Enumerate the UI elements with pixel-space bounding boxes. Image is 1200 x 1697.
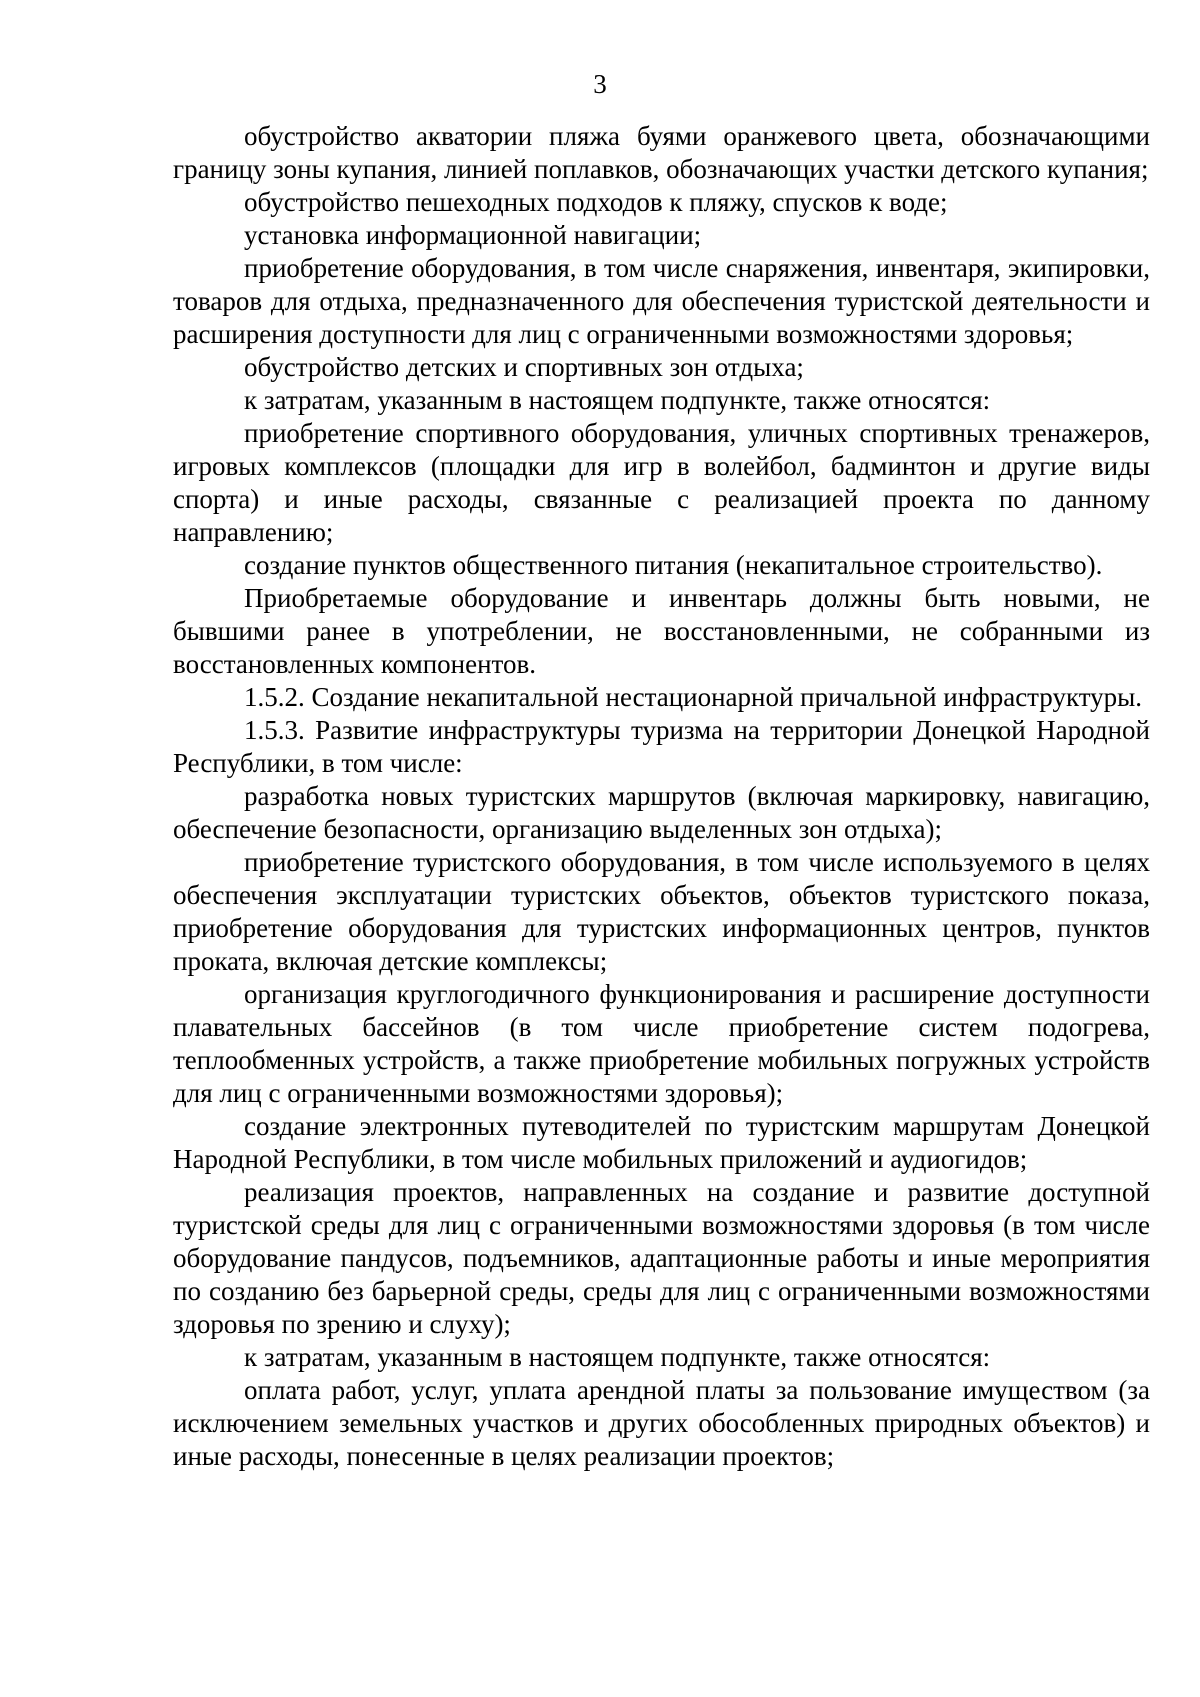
- paragraph: реализация проектов, направленных на создание и развитие доступной туристской среды для лиц с ограниченными возможностями здоровья (в том числе оборудование пандусов, подъемников, адаптационные работы и иные мероприятия по созданию без барьерной среды, среды для лиц с ограниченными возможностями здоровья по зрению и слуху);: [173, 1177, 1150, 1339]
- paragraph: к затратам, указанным в настоящем подпункте, также относятся:: [244, 385, 991, 415]
- paragraph: обустройство детских и спортивных зон отдыха;: [244, 352, 804, 382]
- section-1-5-2: 1.5.2. Создание некапитальной нестационарной причальной инфраструктуры.: [244, 682, 1143, 712]
- paragraph: организация круглогодичного функционирования и расширение доступности плавательных бассейнов (в том числе приобретение систем подогрева, теплообменных устройств, а также приобретение мобильных погружных устройств для лиц с ограниченными возможностями здоровья);: [173, 979, 1150, 1108]
- paragraph: обустройство пешеходных подходов к пляжу, спусков к воде;: [244, 187, 948, 217]
- paragraph: создание электронных путеводителей по туристским маршрутам Донецкой Народной Республики, в том числе мобильных приложений и аудиогидов;: [173, 1111, 1150, 1174]
- paragraph: Приобретаемые оборудование и инвентарь должны быть новыми, не бывшими ранее в употреблении, не восстановленными, не собранными из восстановленных компонентов.: [173, 583, 1150, 679]
- paragraph: приобретение спортивного оборудования, уличных спортивных тренажеров, игровых комплексов (площадки для игр в волейбол, бадминтон и другие виды спорта) и иные расходы, связанные с реализацией проекта по данному направлению;: [173, 418, 1150, 547]
- page-number: 3: [593, 69, 607, 99]
- section-1-5-3: 1.5.3. Развитие инфраструктуры туризма на территории Донецкой Народной Республики, в том числе:: [173, 715, 1150, 778]
- paragraph: приобретение туристского оборудования, в том числе используемого в целях обеспечения эксплуатации туристских объектов, объектов туристского показа, приобретение оборудования для туристских информационных центров, пунктов проката, включая детские комплексы;: [173, 847, 1150, 976]
- paragraph: обустройство акватории пляжа буями оранжевого цвета, обозначающими границу зоны купания, линией поплавков, обозначающих участки детского купания;: [173, 121, 1150, 184]
- paragraph: к затратам, указанным в настоящем подпункте, также относятся:: [244, 1342, 991, 1372]
- paragraph: разработка новых туристских маршрутов (включая маркировку, навигацию, обеспечение безопасности, организацию выделенных зон отдыха);: [173, 781, 1150, 844]
- document-body: [173, 120, 1150, 1473]
- paragraph: оплата работ, услуг, уплата арендной платы за пользование имуществом (за исключением земельных участков и других обособленных природных объектов) и иные расходы, понесенные в целях реализации проектов;: [173, 1375, 1150, 1471]
- paragraph: создание пунктов общественного питания (некапитальное строительство).: [244, 550, 1103, 580]
- paragraph: приобретение оборудования, в том числе снаряжения, инвентаря, экипировки, товаров для отдыха, предназначенного для обеспечения туристской деятельности и расширения доступности для лиц с ограниченными возможностями здоровья;: [173, 253, 1150, 349]
- paragraph: установка информационной навигации;: [244, 220, 702, 250]
